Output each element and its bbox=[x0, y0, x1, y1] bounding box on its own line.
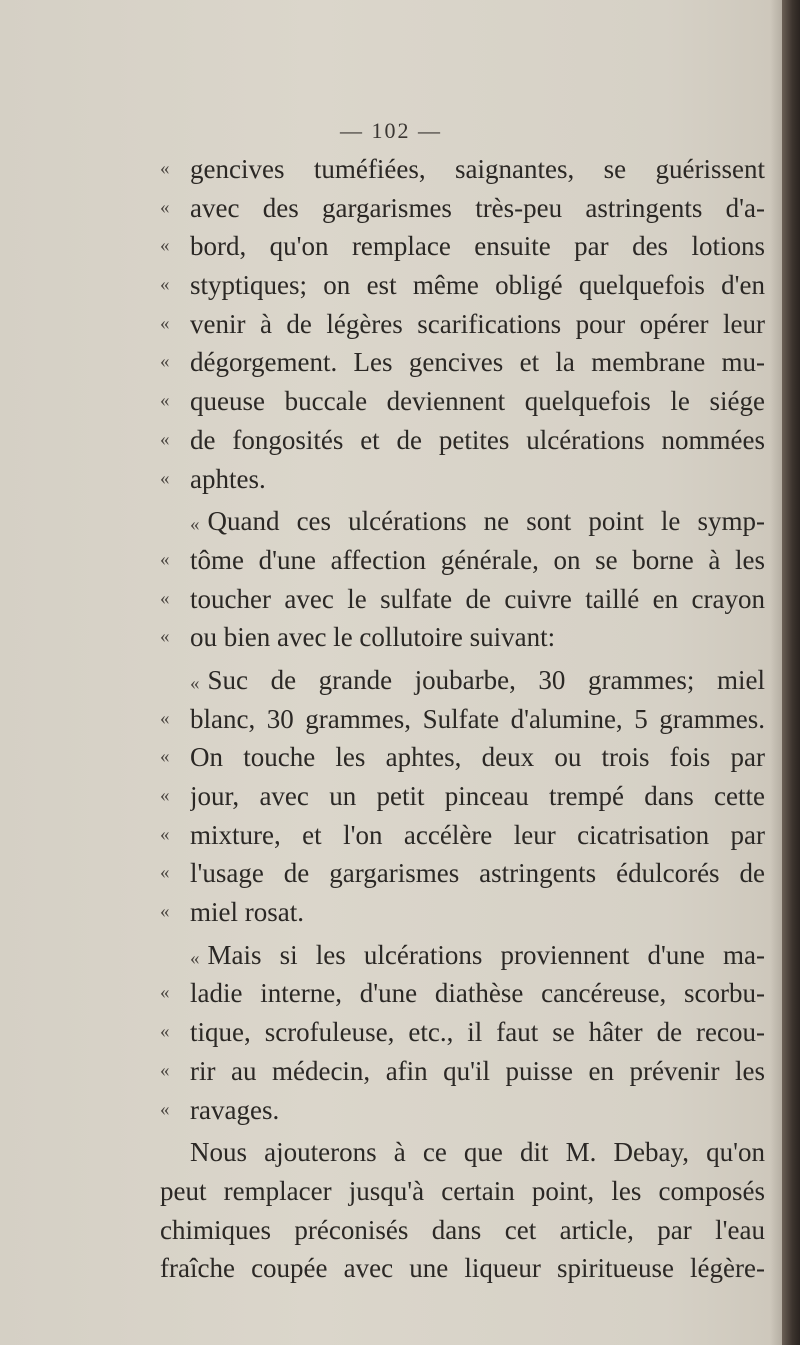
text-line bbox=[0, 618, 782, 657]
line-text: ladie interne, d'une diathèse cancéreuse, scorbu- bbox=[190, 978, 765, 1009]
line-text: mixture, et l'on accélère leur cicatrisation par bbox=[190, 819, 765, 850]
text-line bbox=[0, 189, 782, 228]
text-line bbox=[0, 1013, 782, 1052]
text-line bbox=[0, 502, 782, 541]
text-line bbox=[0, 1211, 782, 1250]
quote-mark: « bbox=[190, 947, 200, 969]
text-line bbox=[0, 1052, 782, 1091]
text-line bbox=[0, 1249, 782, 1288]
text-line bbox=[0, 266, 782, 305]
quote-mark: « bbox=[160, 390, 170, 412]
quote-mark: « bbox=[160, 196, 170, 218]
quote-mark: « bbox=[160, 158, 170, 179]
line-text: rir au médecin, afin qu'il puisse en prévenir les bbox=[190, 1055, 765, 1086]
text-line bbox=[0, 460, 782, 499]
line-text: l'usage de gargarismes astringents édulcorés de bbox=[190, 858, 765, 889]
text-line bbox=[0, 661, 782, 700]
line-text bbox=[190, 936, 765, 979]
text-line bbox=[0, 227, 782, 266]
line-text: On touche les aphtes, deux ou trois fois par bbox=[190, 742, 765, 773]
text-line bbox=[0, 382, 782, 421]
line-text: fraîche coupée avec une liqueur spiritueuse légère- bbox=[160, 1253, 765, 1284]
line-text-content: Mais si les ulcérations proviennent d'une ma- bbox=[207, 939, 765, 970]
line-text: tique, scrofuleuse, etc., il faut se hâter de recou- bbox=[190, 1017, 765, 1048]
text-line bbox=[0, 893, 782, 932]
quote-mark: « bbox=[160, 467, 170, 489]
quote-mark: « bbox=[160, 862, 170, 884]
quote-mark: « bbox=[160, 707, 170, 729]
line-text: gencives tuméfiées, saignantes, se guérissent bbox=[190, 154, 765, 184]
text-line bbox=[0, 150, 782, 189]
line-text: chimiques préconisés dans cet article, par l'eau bbox=[160, 1214, 765, 1245]
line-text: ou bien avec le collutoire suivant: bbox=[190, 622, 556, 653]
quote-mark: « bbox=[160, 746, 170, 768]
quote-mark: « bbox=[190, 514, 200, 536]
line-text: bord, qu'on remplace ensuite par des lotions bbox=[190, 231, 765, 262]
quote-mark: « bbox=[160, 274, 170, 296]
text-line bbox=[0, 343, 782, 382]
line-text: miel rosat. bbox=[190, 897, 304, 928]
line-text: de fongosités et de petites ulcérations nommées bbox=[190, 424, 765, 455]
quote-mark: « bbox=[160, 1021, 170, 1043]
line-text: ravages. bbox=[190, 1094, 280, 1125]
quote-mark: « bbox=[160, 1098, 170, 1120]
line-text: aphtes. bbox=[190, 463, 266, 494]
quote-mark: « bbox=[160, 351, 170, 373]
line-text-content: Suc de grande joubarbe, 30 grammes; miel bbox=[207, 664, 765, 695]
quote-mark: « bbox=[160, 1059, 170, 1081]
page-body-text bbox=[0, 150, 782, 1288]
line-text: blanc, 30 grammes, Sulfate d'alumine, 5 grammes. bbox=[190, 703, 765, 734]
quote-mark: « bbox=[160, 428, 170, 450]
text-line bbox=[0, 700, 782, 739]
text-line bbox=[0, 777, 782, 816]
line-text: tôme d'une affection générale, on se borne à les bbox=[190, 544, 765, 575]
text-line bbox=[0, 1133, 782, 1172]
text-line bbox=[0, 541, 782, 580]
text-line bbox=[0, 421, 782, 460]
quote-mark: « bbox=[160, 312, 170, 334]
line-text: Nous ajouterons à ce que dit M. Debay, qu'on bbox=[190, 1137, 765, 1168]
text-line bbox=[0, 580, 782, 619]
line-text: styptiques; on est même obligé quelquefois d'en bbox=[190, 270, 765, 301]
line-text bbox=[190, 502, 765, 545]
line-text: queuse buccale deviennent quelquefois le siége bbox=[190, 386, 765, 417]
line-text bbox=[190, 661, 765, 704]
text-line bbox=[0, 1172, 782, 1211]
text-line bbox=[0, 1091, 782, 1130]
quote-mark: « bbox=[160, 901, 170, 923]
quote-mark: « bbox=[160, 823, 170, 845]
line-text: jour, avec un petit pinceau trempé dans cette bbox=[190, 781, 765, 811]
line-text-content: Quand ces ulcérations ne sont point le symp- bbox=[207, 506, 765, 537]
text-line bbox=[0, 738, 782, 777]
quote-mark: « bbox=[160, 235, 170, 257]
text-line bbox=[0, 854, 782, 893]
line-text: toucher avec le sulfate de cuivre taillé en crayon bbox=[190, 583, 765, 614]
book-binding-edge bbox=[782, 0, 800, 1345]
text-line bbox=[0, 816, 782, 855]
text-line bbox=[0, 936, 782, 975]
line-text: dégorgement. Les gencives et la membrane mu- bbox=[190, 347, 765, 378]
page-number: — 102 — bbox=[340, 118, 442, 143]
quote-mark: « bbox=[160, 982, 170, 1004]
line-text: peut remplacer jusqu'à certain point, les composés bbox=[160, 1175, 765, 1206]
text-line bbox=[0, 305, 782, 344]
quote-mark: « bbox=[160, 626, 170, 648]
quote-mark: « bbox=[160, 587, 170, 609]
quote-mark: « bbox=[160, 548, 170, 570]
line-text: venir à de légères scarifications pour opérer leur bbox=[190, 308, 765, 339]
quote-mark: « bbox=[160, 785, 170, 806]
text-line bbox=[0, 974, 782, 1013]
quote-mark: « bbox=[190, 672, 200, 694]
line-text: avec des gargarismes très-peu astringents d'a- bbox=[190, 192, 765, 223]
